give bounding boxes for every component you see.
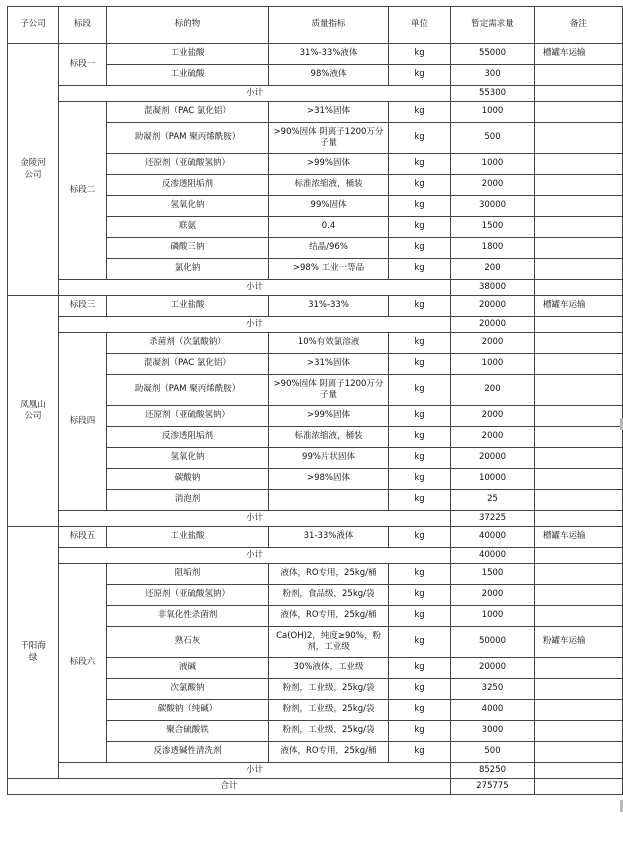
subtotal-label: 小计 [59,280,451,296]
item-unit: kg [389,296,451,317]
subtotal-label: 小计 [59,86,451,102]
item-qty: 2000 [451,175,535,196]
item-quality: 31-33%液体 [269,527,389,548]
item-qty: 1000 [451,606,535,627]
item-name: 非氧化性杀菌剂 [107,606,269,627]
subtotal-value: 37225 [451,511,535,527]
item-unit: kg [389,627,451,658]
item-unit: kg [389,406,451,427]
item-name: 熟石灰 [107,627,269,658]
item-name: 反渗透阻垢剂 [107,427,269,448]
item-remark [535,469,623,490]
item-quality: 标准浓缩液，桶装 [269,427,389,448]
item-remark: 槽罐车运输 [535,296,623,317]
item-quality: 99%片状固体 [269,448,389,469]
item-remark [535,217,623,238]
item-name: 工业盐酸 [107,296,269,317]
item-remark [535,406,623,427]
header-remark: 备注 [535,7,623,44]
item-unit: kg [389,742,451,763]
item-remark [535,606,623,627]
item-qty: 3250 [451,679,535,700]
total-value: 275775 [451,779,535,795]
item-name: 助凝剂（PAM 聚丙烯酰胺） [107,123,269,154]
item-name: 反渗透阻垢剂 [107,175,269,196]
table-row [8,564,623,585]
item-qty: 500 [451,123,535,154]
item-quality: 99%固体 [269,196,389,217]
subtotal-row [8,511,623,527]
item-qty: 2000 [451,427,535,448]
item-unit: kg [389,427,451,448]
item-quality: >98% 工业一等品 [269,259,389,280]
item-qty: 1000 [451,102,535,123]
item-qty: 55000 [451,44,535,65]
item-name: 联氨 [107,217,269,238]
item-qty: 20000 [451,448,535,469]
item-name: 还原剂（亚硫酸氢钠） [107,585,269,606]
item-remark [535,333,623,354]
item-unit: kg [389,354,451,375]
item-quality: 粉剂，工业级，25kg/袋 [269,700,389,721]
item-quality: 98%液体 [269,65,389,86]
subtotal-value: 40000 [451,548,535,564]
item-remark [535,154,623,175]
header-quality: 质量指标 [269,7,389,44]
table-row [8,527,623,548]
item-unit: kg [389,196,451,217]
item-qty: 1800 [451,238,535,259]
item-name: 工业盐酸 [107,44,269,65]
item-name: 还原剂（亚硫酸氢钠） [107,154,269,175]
item-unit: kg [389,585,451,606]
item-remark: 槽罐车运输 [535,527,623,548]
item-quality [269,490,389,511]
item-remark [535,175,623,196]
subtotal-row [8,763,623,779]
subtotal-value: 38000 [451,280,535,296]
item-remark [535,585,623,606]
item-quality: 粉剂，工业级，25kg/袋 [269,721,389,742]
item-unit: kg [389,217,451,238]
item-qty: 1500 [451,217,535,238]
total-label: 合计 [8,779,451,795]
item-name: 氢氧化钠 [107,448,269,469]
item-remark [535,196,623,217]
item-unit: kg [389,102,451,123]
item-quality: 液体，RO专用，25kg/桶 [269,742,389,763]
subtotal-remark [535,511,623,527]
item-name: 助凝剂（PAM 聚丙烯酰胺） [107,375,269,406]
item-unit: kg [389,469,451,490]
item-qty: 200 [451,259,535,280]
item-unit: kg [389,259,451,280]
item-remark: 粉罐车运输 [535,627,623,658]
item-unit: kg [389,375,451,406]
item-unit: kg [389,175,451,196]
item-quality: 0.4 [269,217,389,238]
item-qty: 300 [451,65,535,86]
item-qty: 25 [451,490,535,511]
item-quality: >31%固体 [269,102,389,123]
subtotal-label: 小计 [59,763,451,779]
table-row [8,333,623,354]
item-unit: kg [389,721,451,742]
item-qty: 2000 [451,585,535,606]
item-name: 混凝剂（PAC 氯化铝） [107,354,269,375]
header-company: 子公司 [8,7,59,44]
item-remark [535,564,623,585]
item-name: 工业硫酸 [107,65,269,86]
item-name: 阻垢剂 [107,564,269,585]
header-item: 标的物 [107,7,269,44]
subtotal-remark [535,317,623,333]
lot-cell: 标段一 [59,44,107,86]
item-quality: 10%有效氯溶液 [269,333,389,354]
item-qty: 4000 [451,700,535,721]
item-unit: kg [389,564,451,585]
item-qty: 50000 [451,627,535,658]
item-remark [535,448,623,469]
item-name: 液碱 [107,658,269,679]
item-qty: 10000 [451,469,535,490]
item-unit: kg [389,658,451,679]
item-quality: 液体，RO专用，25kg/桶 [269,564,389,585]
item-unit: kg [389,333,451,354]
subtotal-label: 小计 [59,317,451,333]
item-qty: 30000 [451,196,535,217]
item-name: 混凝剂（PAC 氯化铝） [107,102,269,123]
subtotal-value: 55300 [451,86,535,102]
item-remark [535,721,623,742]
total-remark [535,779,623,795]
subtotal-remark [535,280,623,296]
item-unit: kg [389,700,451,721]
item-qty: 200 [451,375,535,406]
item-remark: 槽罐车运输 [535,44,623,65]
subtotal-remark [535,763,623,779]
item-qty: 1000 [451,154,535,175]
header-unit: 单位 [389,7,451,44]
item-remark [535,700,623,721]
item-quality: 液体，RO专用，25kg/桶 [269,606,389,627]
item-name: 氯化钠 [107,259,269,280]
item-remark [535,238,623,259]
item-qty: 1000 [451,354,535,375]
item-unit: kg [389,490,451,511]
subtotal-row [8,86,623,102]
item-unit: kg [389,238,451,259]
subtotal-value: 85250 [451,763,535,779]
item-quality: 粉剂，工业级，25kg/袋 [269,679,389,700]
company-cell: 凤凰山公司 [8,296,59,527]
item-remark [535,259,623,280]
header-lot: 标段 [59,7,107,44]
item-remark [535,354,623,375]
item-qty: 20000 [451,658,535,679]
item-unit: kg [389,65,451,86]
item-remark [535,65,623,86]
item-name: 碳酸钠 [107,469,269,490]
table-row [8,44,623,65]
item-remark [535,102,623,123]
lot-cell: 标段二 [59,102,107,280]
item-qty: 40000 [451,527,535,548]
item-unit: kg [389,44,451,65]
procurement-table [7,6,623,795]
item-remark [535,490,623,511]
subtotal-value: 20000 [451,317,535,333]
company-cell: 金陵河公司 [8,44,59,296]
item-name: 碳酸钠（纯碱） [107,700,269,721]
item-name: 还原剂（亚硫酸氢钠） [107,406,269,427]
item-remark [535,742,623,763]
item-remark [535,375,623,406]
subtotal-remark [535,86,623,102]
subtotal-label: 小计 [59,511,451,527]
item-name: 工业盐酸 [107,527,269,548]
header-qty: 暂定需求量 [451,7,535,44]
lot-cell: 标段三 [59,296,107,317]
item-quality: 31%-33% [269,296,389,317]
item-name: 氢氧化钠 [107,196,269,217]
lot-cell: 标段四 [59,333,107,511]
item-quality: >90%固体 阴离子1200万分子量 [269,123,389,154]
item-name: 磷酸三钠 [107,238,269,259]
item-remark [535,427,623,448]
item-quality: >98%固体 [269,469,389,490]
item-quality: >99%固体 [269,154,389,175]
header-row [8,7,623,44]
item-quality: 结晶/96% [269,238,389,259]
item-name: 聚合硫酸铁 [107,721,269,742]
item-qty: 20000 [451,296,535,317]
item-quality: 31%-33%液体 [269,44,389,65]
item-unit: kg [389,154,451,175]
item-name: 杀菌剂（次氯酸钠） [107,333,269,354]
subtotal-row [8,280,623,296]
item-unit: kg [389,448,451,469]
item-unit: kg [389,606,451,627]
item-quality: 标准浓缩液，桶装 [269,175,389,196]
item-qty: 3000 [451,721,535,742]
subtotal-remark [535,548,623,564]
item-quality: >90%固体 阴离子1200万分子量 [269,375,389,406]
item-name: 消泡剂 [107,490,269,511]
item-quality: 30%液体，工业级 [269,658,389,679]
subtotal-label: 小计 [59,548,451,564]
subtotal-row [8,317,623,333]
item-unit: kg [389,679,451,700]
total-row [8,779,623,795]
subtotal-row [8,548,623,564]
item-unit: kg [389,123,451,154]
item-qty: 500 [451,742,535,763]
item-name: 反渗透碱性清洗剂 [107,742,269,763]
table-row [8,296,623,317]
item-name: 次氯酸钠 [107,679,269,700]
item-qty: 1500 [451,564,535,585]
item-quality: Ca(OH)2，纯度≥90%，粉剂，工业级 [269,627,389,658]
item-remark [535,658,623,679]
item-qty: 2000 [451,406,535,427]
table-row [8,102,623,123]
item-quality: >31%固体 [269,354,389,375]
item-qty: 2000 [451,333,535,354]
item-unit: kg [389,527,451,548]
lot-cell: 标段五 [59,527,107,548]
company-cell: 千阳海绿 [8,527,59,779]
item-quality: 粉剂，食品级，25kg/袋 [269,585,389,606]
item-quality: >99%固体 [269,406,389,427]
item-remark [535,679,623,700]
item-remark [535,123,623,154]
lot-cell: 标段六 [59,564,107,763]
